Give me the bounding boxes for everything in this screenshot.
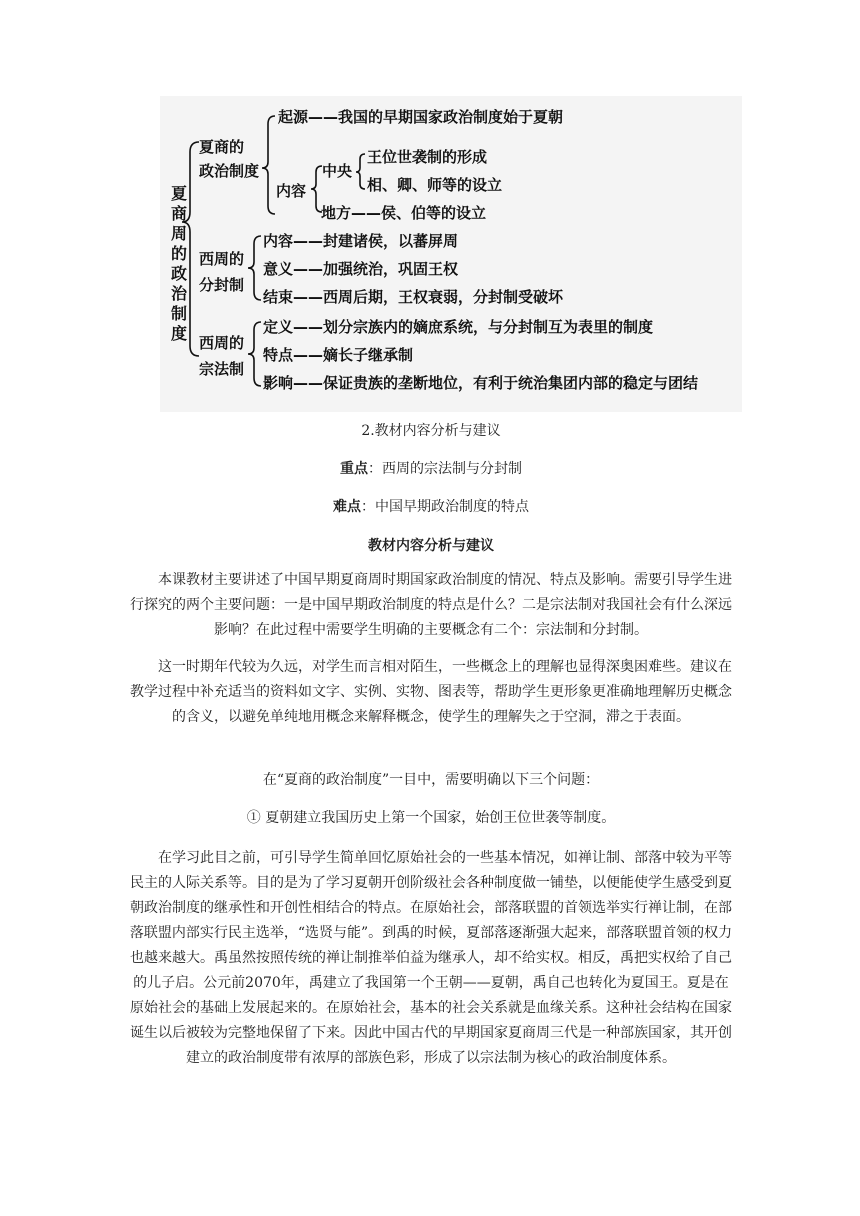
fenfeng-item-2: 意义——加强统治，巩固王权	[263, 260, 459, 278]
xiashang-content-label: 内容	[276, 182, 307, 200]
paragraph-4: ① 夏朝建立我国历史上第一个国家，始创王位世袭等制度。	[246, 810, 616, 826]
central-item-2: 相、卿、师等的设立	[367, 176, 503, 194]
xiashang-label-1: 夏商的	[199, 138, 245, 156]
fenfeng-item-3: 结束——西周后期，王权衰弱，分封制受破坏	[263, 288, 564, 306]
diagram-root-label: 夏商周的政治制度	[171, 184, 188, 343]
section-heading: 2.教材内容分析与建议	[361, 423, 501, 439]
zongfa-brace	[248, 322, 261, 386]
key-point-text: ：西周的宗法制与分封制	[368, 461, 522, 477]
fenfeng-label-1: 西周的	[199, 250, 245, 268]
zongfa-label-2: 宗法制	[199, 360, 245, 378]
fenfeng-item-1: 内容——封建诸侯，以蕃屏周	[263, 232, 459, 250]
zongfa-item-1: 定义——划分宗族内的嫡庶系统，与分封制互为表里的制度	[263, 318, 654, 336]
zongfa-item-2: 特点——嫡长子继承制	[263, 346, 414, 364]
key-point-label: 重点	[340, 461, 368, 477]
paragraph-3: 在“夏商的政治制度”一目中，需要明确以下三个问题：	[262, 772, 600, 788]
subtitle: 教材内容分析与建议	[368, 538, 494, 554]
central-item-1: 王位世袭制的形成	[367, 148, 488, 166]
paragraph-2: 这一时期年代较为久远，对学生而言相对陌生，一些概念上的理解也显得深奥困难些。建议在教学过程中补充适当的资料如文字、实例、实物、图表等，帮助学生更形象更准确地理解历史概念的含义，以避免单纯地用概念来解释概念，使学生的理解失之于空洞，滞之于表面。	[130, 659, 732, 725]
difficult-point-text: ：中国早期政治制度的特点	[361, 499, 529, 515]
zongfa-label-1: 西周的	[199, 334, 245, 352]
key-point	[128, 458, 734, 478]
difficult-point-label: 难点	[333, 499, 361, 515]
fenfeng-brace	[248, 236, 261, 300]
political-system-diagram	[160, 96, 742, 412]
paragraph-1: 本课教材主要讲述了中国早期夏商周时期国家政治制度的情况、特点及影响。需要引导学生进行探究的两个主要问题：一是中国早期政治制度的特点是什么？二是宗法制对我国社会有什么深远影响？在此过程中需要学生明确的主要概念有二个：宗法制和分封制。	[130, 572, 732, 638]
xiashang-origin: 起源——我国的早期国家政治制度始于夏朝	[278, 108, 564, 126]
zhongyang-brace	[356, 154, 365, 189]
xiashang-brace	[262, 116, 275, 214]
central-label: 中央	[322, 162, 353, 180]
difficult-point	[128, 496, 734, 516]
paragraph-5: 在学习此目之前，可引导学生简单回忆原始社会的一些基本情况，如禅让制、部落中较为平等民主的人际关系等。目的是为了学习夏朝开创阶级社会各种制度做一铺垫，以便能使学生感受到夏朝政治制度的继承性和开创性相结合的特点。在原始社会，部落联盟的首领选举实行禅让制，在部落联盟内部实行民主选举，“选贤与能”。到禹的时候，夏部落逐渐强大起来，部落联盟首领的权力也越来越大。禹虽然按照传统的禅让制推举伯益为继承人，却不给实权。相反，禹把实权给了自己的儿子启。公元前2070年，禹建立了我国第一个王朝——夏朝，禹自己也转化为夏国王。夏是在原始社会的基础上发展起来的。在原始社会，基本的社会关系就是血缘关系。这种社会结构在国家诞生以后被较为完整地保留了下来。因此中国古代的早期国家夏商周三代是一种部族国家，其开创建立的政治制度带有浓厚的部族色彩，形成了以宗法制为核心的政治制度体系。	[129, 850, 733, 1066]
zongfa-item-3: 影响——保证贵族的垄断地位，有利于统治集团内部的稳定与团结	[263, 374, 699, 392]
local-item: 地方——侯、伯等的设立	[321, 204, 487, 222]
xiashang-label-2: 政治制度	[199, 162, 260, 180]
fenfeng-label-2: 分封制	[199, 276, 245, 294]
diagram-braces	[160, 96, 742, 412]
